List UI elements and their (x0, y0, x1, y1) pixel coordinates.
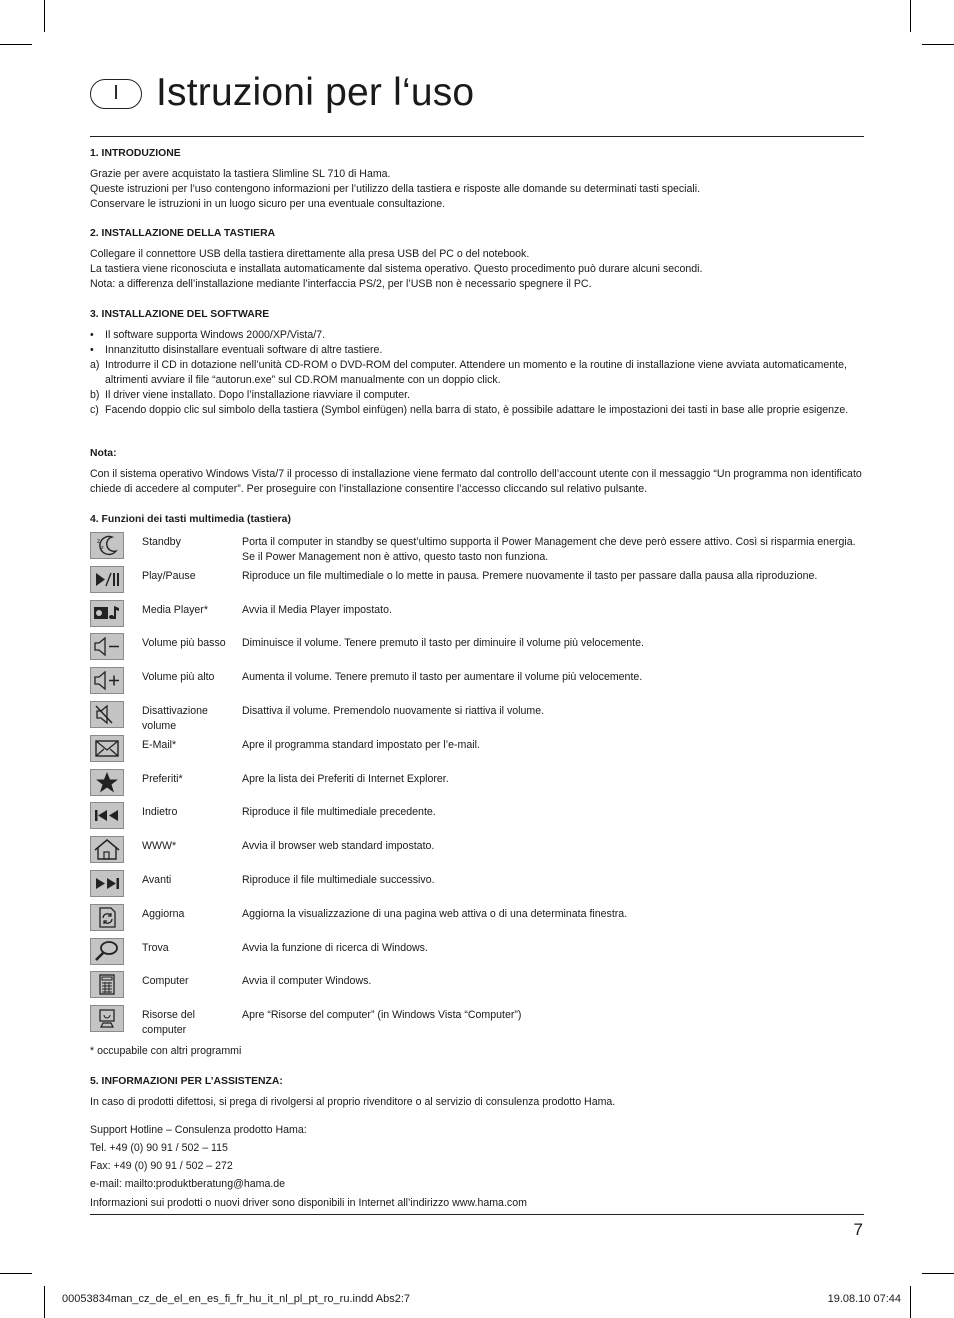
my-computer-icon (90, 1005, 124, 1032)
standby-moon-icon (90, 532, 124, 559)
fax: Fax: +49 (0) 90 91 / 502 – 272 (90, 1160, 233, 1172)
list-item (90, 358, 864, 388)
svg-text:z: z (97, 538, 101, 545)
crop-mark (922, 1273, 954, 1274)
page-title: Istruzioni per l‘uso (156, 71, 475, 114)
email-envelope-icon (90, 735, 124, 762)
key-name: Play/Pause (142, 569, 196, 582)
section-installazione-software (90, 307, 864, 418)
key-description: Avvia il Media Player impostato. (242, 603, 392, 616)
section-heading: 5. INFORMAZIONI PER L’ASSISTENZA: (90, 1076, 283, 1087)
footer-rule (90, 1214, 864, 1215)
play-pause-icon (90, 566, 124, 593)
section-installazione-tastiera (90, 226, 864, 292)
slug-filename: 00053834man_cz_de_el_en_es_fi_fr_hu_it_nl_pl_pt_ro_ru.indd Abs2:7 (62, 1293, 410, 1305)
list-marker: b) (90, 389, 100, 401)
section-funzioni-tasti (90, 512, 864, 527)
crop-mark (922, 44, 954, 45)
list-marker: • (90, 344, 94, 356)
list-item-text: Innanzitutto disinstallare eventuali software di altre tastiere. (105, 344, 383, 356)
previous-track-icon (90, 802, 124, 829)
section-heading: 4. Funzioni dei tasti multimedia (tastiera) (90, 514, 291, 525)
crop-mark (910, 0, 911, 32)
key-name: Computer (142, 975, 189, 988)
paragraph-line: Grazie per avere acquistato la tastiera Slimline SL 710 di Hama. (90, 168, 391, 180)
volume-down-icon (90, 633, 124, 660)
crop-mark (0, 1273, 32, 1274)
key-name: Volume più alto (142, 671, 215, 684)
key-name: Disattivazione volume (142, 704, 208, 732)
key-description: Avvia il computer Windows. (242, 975, 372, 988)
note-heading: Nota: (90, 448, 117, 459)
key-description: Aumenta il volume. Tenere premuto il tasto per aumentare il volume più velocemente. (242, 671, 643, 684)
list-item (90, 388, 864, 403)
key-name: Indietro (142, 806, 178, 819)
key-name: WWW* (142, 840, 177, 853)
key-row (90, 563, 864, 597)
key-description: Riproduce il file multimediale precedente. (242, 806, 436, 819)
next-track-icon (90, 870, 124, 897)
key-row (90, 1002, 864, 1036)
section-heading: 3. INSTALLAZIONE DEL SOFTWARE (90, 309, 270, 320)
list-marker: • (90, 329, 94, 341)
paragraph-line: Queste istruzioni per l’uso contengono informazioni per l’utilizzo della tastiera e risposte alle domande su determinati tasti speciali. (90, 183, 701, 195)
contact-block (90, 1121, 864, 1193)
key-description: Apre la lista dei Preferiti di Internet Explorer. (242, 772, 449, 785)
page-number: 7 (853, 1220, 863, 1239)
key-name: Trova (142, 941, 169, 954)
section-assistenza (90, 1074, 864, 1110)
key-description: Avvia il browser web standard impostato. (242, 840, 435, 853)
section-nota (90, 446, 864, 497)
key-description: Apre il programma standard impostato per l’e-mail. (242, 738, 480, 751)
key-row (90, 732, 864, 766)
key-row (90, 766, 864, 800)
list-marker: c) (90, 404, 99, 416)
page-header (90, 68, 864, 137)
media-player-icon (90, 600, 124, 627)
crop-mark (44, 1286, 45, 1318)
hotline-label: Support Hotline – Consulenza prodotto Hama: (90, 1124, 307, 1136)
key-name: E-Mail* (142, 738, 177, 751)
key-row (90, 867, 864, 901)
key-name: Standby (142, 536, 181, 548)
slug-date: 19.08.10 07:44 (827, 1293, 901, 1305)
key-description: Diminuisce il volume. Tenere premuto il tasto per diminuire il volume più velocemente. (242, 637, 644, 650)
key-row (90, 698, 864, 732)
footnote: * occupabile con altri programmi (90, 1045, 242, 1057)
list-item-text: Il software supporta Windows 2000/XP/Vista/7. (105, 329, 326, 341)
key-description: Riproduce il file multimediale successivo. (242, 873, 435, 886)
key-name: Volume più basso (142, 637, 226, 650)
list-item-text: Il driver viene installato. Dopo l’installazione riavviare il computer. (105, 389, 411, 401)
favorites-star-icon (90, 769, 124, 796)
assistance-text: In caso di prodotti difettosi, si prega di rivolgersi al proprio rivenditore o al servizio di consulenza prodotto Hama. (90, 1096, 616, 1108)
key-name: Media Player* (142, 603, 208, 616)
crop-mark (44, 0, 45, 32)
search-magnifier-icon (90, 938, 124, 965)
key-row (90, 597, 864, 631)
list-item (90, 343, 864, 358)
list-item-text: Facendo doppio clic sul simbolo della tastiera (Symbol einfügen) nella barra di stato, è possibile adattare le impostazioni dei tasti in base alle proprie esigenze. (105, 404, 849, 416)
section-heading: 2. INSTALLAZIONE DELLA TASTIERA (90, 228, 276, 239)
key-row (90, 901, 864, 935)
section-introduzione (90, 146, 864, 212)
key-row (90, 935, 864, 969)
web-info: Informazioni sui prodotti o nuovi driver sono disponibili in Internet all’indirizzo www.hama.com (90, 1197, 527, 1209)
paragraph-line: Conservare le istruzioni in un luogo sicuro per una eventuale consultazione. (90, 198, 446, 210)
volume-up-icon (90, 667, 124, 694)
key-description: Avvia la funzione di ricerca di Windows. (242, 941, 428, 954)
paragraph-line: Collegare il connettore USB della tastiera direttamente alla presa USB del PC o del notebook. (90, 248, 530, 260)
key-name: Risorse del computer (142, 1009, 195, 1037)
language-badge: I (90, 79, 142, 109)
key-description: Riproduce un file multimediale o lo mette in pausa. Premere nuovamente il tasto per passare dalla pausa alla riproduzione. (242, 569, 818, 582)
key-row (90, 968, 864, 1002)
key-description: Disattiva il volume. Premendolo nuovamente si riattiva il volume. (242, 704, 545, 717)
paragraph-line: Nota: a differenza dell’installazione mediante l’interfaccia PS/2, per l’USB non è necessario spegnere il PC. (90, 278, 592, 290)
list-marker: a) (90, 359, 100, 371)
key-description: Aggiorna la visualizzazione di una pagina web attiva o di una determinata finestra. (242, 907, 628, 920)
svg-text:z: z (101, 545, 104, 551)
list-item (90, 403, 864, 418)
mute-icon (90, 701, 124, 728)
refresh-icon (90, 904, 124, 931)
key-description: Apre “Risorse del computer” (in Windows Vista “Computer”) (242, 1009, 522, 1022)
key-name: Preferiti* (142, 772, 183, 785)
crop-mark (0, 44, 32, 45)
crop-mark (910, 1286, 911, 1318)
paragraph-line: La tastiera viene riconosciuta e installata automaticamente dal sistema operativo. Questo procedimento può durare alcuni secondi. (90, 263, 703, 275)
key-name: Avanti (142, 873, 172, 886)
key-description: Porta il computer in standby se quest’ultimo supporta il Power Management che deve però essere attivo. Così si risparmia energia. Se il Power Management non è attivo, questo tasto non funziona. (242, 536, 856, 563)
telephone: Tel. +49 (0) 90 91 / 502 – 115 (90, 1142, 228, 1154)
note-text: Con il sistema operativo Windows Vista/7 il processo di installazione viene fermato dal controllo dell’account utente con il messaggio “Un programma non identificato chiede di accedere al computer”. Per proseguire con l’installazione consentire l’accesso cliccando sul relativo pulsante. (90, 468, 862, 495)
list-item (90, 328, 864, 343)
key-row (90, 529, 864, 563)
key-row (90, 833, 864, 867)
key-name: Aggiorna (142, 907, 185, 920)
email-address: e-mail: mailto:produktberatung@hama.de (90, 1178, 286, 1190)
key-row (90, 630, 864, 664)
list-item-text: Introdurre il CD in dotazione nell’unità CD-ROM o DVD-ROM del computer. Attendere un momento e la routine di installazione viene avviata automaticamente, altrimenti avviare il file “autorun.exe” sul CD.ROM manualmente con un doppio click. (105, 359, 847, 386)
home-icon (90, 836, 124, 863)
section-heading: 1. INTRODUZIONE (90, 148, 181, 159)
calculator-icon (90, 971, 124, 998)
key-row (90, 664, 864, 698)
key-row (90, 799, 864, 833)
multimedia-keys-table (90, 529, 864, 1036)
